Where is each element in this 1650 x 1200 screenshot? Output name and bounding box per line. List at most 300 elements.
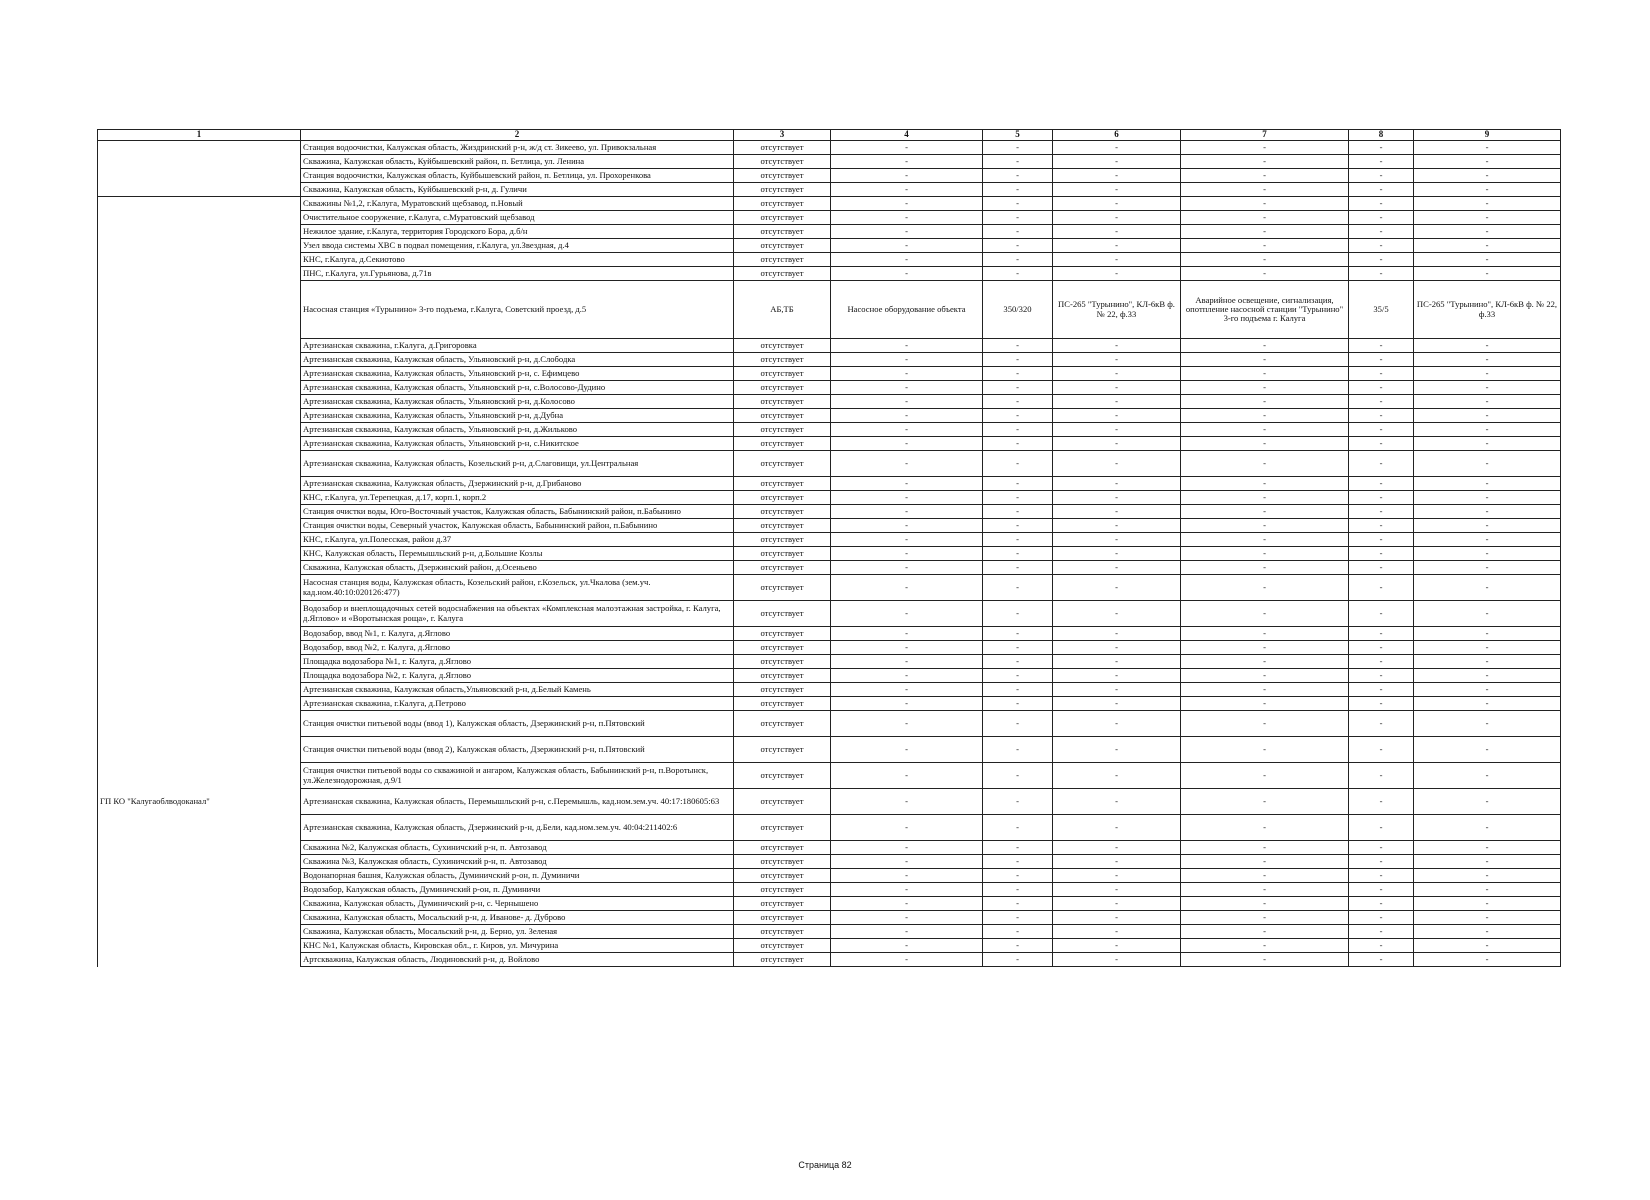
value-cell-col5: - bbox=[983, 641, 1053, 655]
value-cell-col3: отсутствует bbox=[734, 169, 831, 183]
value-cell-col7: - bbox=[1181, 683, 1349, 697]
table-row bbox=[98, 841, 1561, 855]
value-cell-col3: отсутствует bbox=[734, 267, 831, 281]
owner-cell bbox=[98, 575, 301, 601]
value-cell-col5: - bbox=[983, 477, 1053, 491]
value-cell-col3: отсутствует bbox=[734, 381, 831, 395]
value-cell-col3: отсутствует bbox=[734, 655, 831, 669]
value-cell-col5: 350/320 bbox=[983, 281, 1053, 339]
value-cell-col8: - bbox=[1349, 519, 1414, 533]
object-name-cell: Артскважина, Калужская область, Людиновский р-н, д. Войлово bbox=[301, 953, 734, 967]
value-cell-col4: - bbox=[831, 437, 983, 451]
value-cell-col5: - bbox=[983, 409, 1053, 423]
value-cell-col6: - bbox=[1053, 627, 1181, 641]
value-cell-col7: - bbox=[1181, 339, 1349, 353]
value-cell-col4: - bbox=[831, 575, 983, 601]
owner-cell bbox=[98, 197, 301, 211]
value-cell-col4: - bbox=[831, 601, 983, 627]
value-cell-col3: отсутствует bbox=[734, 561, 831, 575]
table-row bbox=[98, 519, 1561, 533]
value-cell-col5: - bbox=[983, 855, 1053, 869]
table-row bbox=[98, 533, 1561, 547]
value-cell-col3: отсутствует bbox=[734, 477, 831, 491]
value-cell-col9: - bbox=[1414, 155, 1561, 169]
value-cell-col9: - bbox=[1414, 267, 1561, 281]
object-name-cell: Скважина, Калужская область, Думиничский р-н, с. Чернышено bbox=[301, 897, 734, 911]
owner-cell bbox=[98, 353, 301, 367]
value-cell-col7: - bbox=[1181, 855, 1349, 869]
value-cell-col9: - bbox=[1414, 451, 1561, 477]
value-cell-col8: - bbox=[1349, 561, 1414, 575]
value-cell-col9: - bbox=[1414, 381, 1561, 395]
value-cell-col6: - bbox=[1053, 575, 1181, 601]
column-header: 8 bbox=[1349, 130, 1414, 141]
table-row bbox=[98, 897, 1561, 911]
value-cell-col5: - bbox=[983, 869, 1053, 883]
value-cell-col6: - bbox=[1053, 169, 1181, 183]
object-name-cell: КНС, г.Калуга, ул.Полесская, район д.37 bbox=[301, 533, 734, 547]
value-cell-col6: - bbox=[1053, 505, 1181, 519]
object-name-cell: Станция водоочистки, Калужская область, Жиздринский р-н, ж/д ст. Зикеево, ул. Привокзальная bbox=[301, 141, 734, 155]
value-cell-col5: - bbox=[983, 561, 1053, 575]
value-cell-col7: - bbox=[1181, 575, 1349, 601]
owner-cell bbox=[98, 169, 301, 183]
object-name-cell: Водозабор и внеплощадочных сетей водоснабжения на объектах «Комплексная малоэтажная застройка, г. Калуга, д.Яглово» и «Воротынская роща», г. Калуга bbox=[301, 601, 734, 627]
object-name-cell: Артезианская скважина, Калужская область, Ульяновский р-н, д.Жильково bbox=[301, 423, 734, 437]
value-cell-col6: - bbox=[1053, 789, 1181, 815]
value-cell-col9: - bbox=[1414, 197, 1561, 211]
table-row bbox=[98, 367, 1561, 381]
value-cell-col9: - bbox=[1414, 869, 1561, 883]
value-cell-col6: - bbox=[1053, 197, 1181, 211]
owner-cell bbox=[98, 939, 301, 953]
value-cell-col6: - bbox=[1053, 533, 1181, 547]
value-cell-col5: - bbox=[983, 367, 1053, 381]
value-cell-col7: - bbox=[1181, 395, 1349, 409]
table-row bbox=[98, 789, 1561, 815]
value-cell-col7: - bbox=[1181, 519, 1349, 533]
table-row bbox=[98, 641, 1561, 655]
value-cell-col6: - bbox=[1053, 697, 1181, 711]
table-row bbox=[98, 183, 1561, 197]
value-cell-col3: отсутствует bbox=[734, 815, 831, 841]
value-cell-col9: - bbox=[1414, 239, 1561, 253]
value-cell-col4: - bbox=[831, 339, 983, 353]
object-name-cell: Артезианская скважина, Калужская область, Дзержинский р-н, д.Бели, кад.ном.зем.уч. 40:04:211402:6 bbox=[301, 815, 734, 841]
object-name-cell: Насосная станция воды, Калужская область, Козельский район, г.Козельск, ул.Чкалова (зем.уч. кад.ном.40:10:020126:477) bbox=[301, 575, 734, 601]
value-cell-col4: - bbox=[831, 627, 983, 641]
object-name-cell: Артезианская скважина, Калужская область, Ульяновский р-н, с.Волосово-Дудино bbox=[301, 381, 734, 395]
value-cell-col5: - bbox=[983, 897, 1053, 911]
value-cell-col4: - bbox=[831, 683, 983, 697]
value-cell-col5: - bbox=[983, 575, 1053, 601]
value-cell-col4: - bbox=[831, 855, 983, 869]
object-name-cell: ПНС, г.Калуга, ул.Гурьянова, д.71в bbox=[301, 267, 734, 281]
value-cell-col8: - bbox=[1349, 533, 1414, 547]
owner-cell bbox=[98, 883, 301, 897]
table-row bbox=[98, 911, 1561, 925]
value-cell-col9: - bbox=[1414, 423, 1561, 437]
value-cell-col5: - bbox=[983, 253, 1053, 267]
value-cell-col9: - bbox=[1414, 505, 1561, 519]
value-cell-col7: - bbox=[1181, 627, 1349, 641]
value-cell-col8: - bbox=[1349, 367, 1414, 381]
value-cell-col9: ПС-265 "Турынино", КЛ-6кВ ф. № 22, ф.33 bbox=[1414, 281, 1561, 339]
value-cell-col5: - bbox=[983, 381, 1053, 395]
value-cell-col3: отсутствует bbox=[734, 911, 831, 925]
value-cell-col9: - bbox=[1414, 225, 1561, 239]
value-cell-col5: - bbox=[983, 239, 1053, 253]
object-name-cell: Станция водоочистки, Калужская область, Куйбышевский район, п. Бетлица, ул. Прохоренкова bbox=[301, 169, 734, 183]
value-cell-col8: - bbox=[1349, 547, 1414, 561]
value-cell-col5: - bbox=[983, 697, 1053, 711]
owner-cell bbox=[98, 855, 301, 869]
table-row bbox=[98, 267, 1561, 281]
value-cell-col5: - bbox=[983, 395, 1053, 409]
object-name-cell: Станция очистки питьевой воды (ввод 1), Калужская область, Дзержинский р-н, п.Пятовский bbox=[301, 711, 734, 737]
object-name-cell: Артезианская скважина, Калужская область,Ульяновский р-н, д.Белый Камень bbox=[301, 683, 734, 697]
value-cell-col7: - bbox=[1181, 239, 1349, 253]
table-row bbox=[98, 211, 1561, 225]
value-cell-col3: отсутствует bbox=[734, 737, 831, 763]
value-cell-col3: отсутствует bbox=[734, 423, 831, 437]
value-cell-col4: - bbox=[831, 897, 983, 911]
value-cell-col4: - bbox=[831, 367, 983, 381]
value-cell-col5: - bbox=[983, 655, 1053, 669]
owner-cell bbox=[98, 737, 301, 763]
value-cell-col9: - bbox=[1414, 939, 1561, 953]
value-cell-col6: - bbox=[1053, 815, 1181, 841]
table-row bbox=[98, 547, 1561, 561]
value-cell-col6: - bbox=[1053, 155, 1181, 169]
value-cell-col5: - bbox=[983, 169, 1053, 183]
value-cell-col6: - bbox=[1053, 737, 1181, 763]
value-cell-col5: - bbox=[983, 533, 1053, 547]
value-cell-col6: - bbox=[1053, 519, 1181, 533]
owner-cell bbox=[98, 547, 301, 561]
value-cell-col3: отсутствует bbox=[734, 925, 831, 939]
value-cell-col6: - bbox=[1053, 353, 1181, 367]
object-name-cell: Узел ввода системы ХВС в подвал помещения, г.Калуга, ул.Звездная, д.4 bbox=[301, 239, 734, 253]
value-cell-col8: - bbox=[1349, 225, 1414, 239]
value-cell-col4: - bbox=[831, 225, 983, 239]
value-cell-col5: - bbox=[983, 601, 1053, 627]
object-name-cell: КНС, г.Калуга, д.Секиотово bbox=[301, 253, 734, 267]
table-row bbox=[98, 197, 1561, 211]
value-cell-col7: - bbox=[1181, 897, 1349, 911]
value-cell-col8: - bbox=[1349, 353, 1414, 367]
owner-cell bbox=[98, 911, 301, 925]
value-cell-col5: - bbox=[983, 547, 1053, 561]
value-cell-col6: - bbox=[1053, 925, 1181, 939]
value-cell-col8: - bbox=[1349, 883, 1414, 897]
table-row bbox=[98, 627, 1561, 641]
value-cell-col8: - bbox=[1349, 395, 1414, 409]
owner-cell bbox=[98, 491, 301, 505]
owner-cell bbox=[98, 953, 301, 967]
value-cell-col5: - bbox=[983, 953, 1053, 967]
value-cell-col3: отсутствует bbox=[734, 939, 831, 953]
table-row bbox=[98, 655, 1561, 669]
value-cell-col4: - bbox=[831, 841, 983, 855]
value-cell-col5: - bbox=[983, 225, 1053, 239]
owner-cell bbox=[98, 367, 301, 381]
value-cell-col7: - bbox=[1181, 505, 1349, 519]
table-row bbox=[98, 669, 1561, 683]
value-cell-col7: - bbox=[1181, 183, 1349, 197]
value-cell-col7: - bbox=[1181, 409, 1349, 423]
column-header: 6 bbox=[1053, 130, 1181, 141]
table-row bbox=[98, 855, 1561, 869]
table-row bbox=[98, 561, 1561, 575]
value-cell-col9: - bbox=[1414, 519, 1561, 533]
value-cell-col4: - bbox=[831, 267, 983, 281]
owner-cell bbox=[98, 267, 301, 281]
value-cell-col7: - bbox=[1181, 641, 1349, 655]
table-row bbox=[98, 339, 1561, 353]
value-cell-col3: отсутствует bbox=[734, 789, 831, 815]
object-name-cell: Скважина №3, Калужская область, Сухиничский р-н, п. Автозавод bbox=[301, 855, 734, 869]
value-cell-col6: - bbox=[1053, 841, 1181, 855]
value-cell-col6: - bbox=[1053, 953, 1181, 967]
value-cell-col7: - bbox=[1181, 655, 1349, 669]
value-cell-col4: - bbox=[831, 641, 983, 655]
value-cell-col4: - bbox=[831, 451, 983, 477]
object-name-cell: Водонапорная башня, Калужская область, Думиничский р-он, п. Думиничи bbox=[301, 869, 734, 883]
object-name-cell: Артезианская скважина, Калужская область, Козельский р-н, д.Слаговищи, ул.Центральная bbox=[301, 451, 734, 477]
value-cell-col9: - bbox=[1414, 789, 1561, 815]
table-row bbox=[98, 953, 1561, 967]
value-cell-col6: - bbox=[1053, 897, 1181, 911]
value-cell-col8: - bbox=[1349, 655, 1414, 669]
table-row bbox=[98, 683, 1561, 697]
value-cell-col3: отсутствует bbox=[734, 155, 831, 169]
value-cell-col8: - bbox=[1349, 897, 1414, 911]
value-cell-col8: - bbox=[1349, 381, 1414, 395]
object-name-cell: Скважина, Калужская область, Куйбышевский район, п. Бетлица, ул. Ленина bbox=[301, 155, 734, 169]
value-cell-col7: - bbox=[1181, 367, 1349, 381]
value-cell-col9: - bbox=[1414, 711, 1561, 737]
table-row bbox=[98, 155, 1561, 169]
owner-cell bbox=[98, 409, 301, 423]
value-cell-col9: - bbox=[1414, 353, 1561, 367]
object-name-cell: Скважина, Калужская область, Мосальский р-н, д. Иванове- д. Дуброво bbox=[301, 911, 734, 925]
value-cell-col6: - bbox=[1053, 339, 1181, 353]
value-cell-col8: - bbox=[1349, 711, 1414, 737]
value-cell-col8: - bbox=[1349, 197, 1414, 211]
value-cell-col8: - bbox=[1349, 855, 1414, 869]
value-cell-col4: - bbox=[831, 925, 983, 939]
owner-cell bbox=[98, 711, 301, 737]
header-row bbox=[98, 130, 1561, 141]
value-cell-col7: - bbox=[1181, 789, 1349, 815]
value-cell-col8: - bbox=[1349, 697, 1414, 711]
value-cell-col5: - bbox=[983, 197, 1053, 211]
column-header: 3 bbox=[734, 130, 831, 141]
value-cell-col7: - bbox=[1181, 353, 1349, 367]
value-cell-col8: - bbox=[1349, 815, 1414, 841]
value-cell-col7: - bbox=[1181, 267, 1349, 281]
value-cell-col6: - bbox=[1053, 547, 1181, 561]
value-cell-col3: отсутствует bbox=[734, 339, 831, 353]
value-cell-col4: - bbox=[831, 477, 983, 491]
value-cell-col6: - bbox=[1053, 911, 1181, 925]
value-cell-col4: - bbox=[831, 561, 983, 575]
value-cell-col5: - bbox=[983, 815, 1053, 841]
value-cell-col6: - bbox=[1053, 423, 1181, 437]
value-cell-col6: - bbox=[1053, 267, 1181, 281]
value-cell-col5: - bbox=[983, 883, 1053, 897]
value-cell-col4: - bbox=[831, 505, 983, 519]
value-cell-col5: - bbox=[983, 683, 1053, 697]
table-row bbox=[98, 451, 1561, 477]
value-cell-col5: - bbox=[983, 451, 1053, 477]
value-cell-col3: отсутствует bbox=[734, 409, 831, 423]
value-cell-col5: - bbox=[983, 211, 1053, 225]
value-cell-col6: - bbox=[1053, 409, 1181, 423]
column-header: 5 bbox=[983, 130, 1053, 141]
value-cell-col4: - bbox=[831, 353, 983, 367]
value-cell-col3: отсутствует bbox=[734, 711, 831, 737]
value-cell-col3: АБ,ТБ bbox=[734, 281, 831, 339]
value-cell-col3: отсутствует bbox=[734, 697, 831, 711]
value-cell-col4: - bbox=[831, 155, 983, 169]
value-cell-col7: - bbox=[1181, 197, 1349, 211]
table-row bbox=[98, 505, 1561, 519]
value-cell-col4: - bbox=[831, 711, 983, 737]
value-cell-col7: - bbox=[1181, 491, 1349, 505]
value-cell-col7: - bbox=[1181, 141, 1349, 155]
value-cell-col5: - bbox=[983, 437, 1053, 451]
value-cell-col3: отсутствует bbox=[734, 239, 831, 253]
value-cell-col9: - bbox=[1414, 253, 1561, 267]
value-cell-col7: - bbox=[1181, 451, 1349, 477]
value-cell-col8: - bbox=[1349, 211, 1414, 225]
value-cell-col7: - bbox=[1181, 737, 1349, 763]
value-cell-col4: - bbox=[831, 239, 983, 253]
object-name-cell: Артезианская скважина, Калужская область, Ульяновский р-н, д.Слободка bbox=[301, 353, 734, 367]
value-cell-col4: - bbox=[831, 939, 983, 953]
owner-cell bbox=[98, 395, 301, 409]
table-row bbox=[98, 491, 1561, 505]
value-cell-col4: - bbox=[831, 737, 983, 763]
value-cell-col9: - bbox=[1414, 641, 1561, 655]
value-cell-col3: отсутствует bbox=[734, 883, 831, 897]
value-cell-col4: - bbox=[831, 869, 983, 883]
value-cell-col6: - bbox=[1053, 561, 1181, 575]
owner-cell bbox=[98, 423, 301, 437]
object-name-cell: Артезианская скважина, г.Калуга, д.Петрово bbox=[301, 697, 734, 711]
value-cell-col4: - bbox=[831, 381, 983, 395]
value-cell-col6: - bbox=[1053, 141, 1181, 155]
value-cell-col8: - bbox=[1349, 409, 1414, 423]
object-name-cell: Станция очистки питьевой воды со скважиной и ангаром, Калужская область, Бабынинский р-н, п.Воротынск, ул.Железнодорожная, д.9/1 bbox=[301, 763, 734, 789]
owner-cell bbox=[98, 477, 301, 491]
value-cell-col9: - bbox=[1414, 437, 1561, 451]
value-cell-col7: - bbox=[1181, 225, 1349, 239]
owner-cell bbox=[98, 253, 301, 267]
table-row bbox=[98, 225, 1561, 239]
value-cell-col5: - bbox=[983, 155, 1053, 169]
value-cell-col4: - bbox=[831, 533, 983, 547]
owner-cell bbox=[98, 697, 301, 711]
value-cell-col3: отсутствует bbox=[734, 451, 831, 477]
value-cell-col7: - bbox=[1181, 155, 1349, 169]
value-cell-col8: - bbox=[1349, 437, 1414, 451]
value-cell-col7: - bbox=[1181, 697, 1349, 711]
value-cell-col8: - bbox=[1349, 939, 1414, 953]
owner-cell bbox=[98, 519, 301, 533]
value-cell-col8: - bbox=[1349, 925, 1414, 939]
value-cell-col7: - bbox=[1181, 381, 1349, 395]
value-cell-col4: - bbox=[831, 883, 983, 897]
value-cell-col4: - bbox=[831, 911, 983, 925]
value-cell-col9: - bbox=[1414, 575, 1561, 601]
value-cell-col8: - bbox=[1349, 641, 1414, 655]
value-cell-col8: - bbox=[1349, 953, 1414, 967]
value-cell-col6: - bbox=[1053, 381, 1181, 395]
value-cell-col3: отсутствует bbox=[734, 669, 831, 683]
value-cell-col8: - bbox=[1349, 575, 1414, 601]
owner-cell bbox=[98, 763, 301, 789]
value-cell-col8: - bbox=[1349, 339, 1414, 353]
value-cell-col8: - bbox=[1349, 505, 1414, 519]
value-cell-col6: - bbox=[1053, 253, 1181, 267]
table-row bbox=[98, 437, 1561, 451]
value-cell-col6: - bbox=[1053, 395, 1181, 409]
value-cell-col5: - bbox=[983, 789, 1053, 815]
value-cell-col3: отсутствует bbox=[734, 505, 831, 519]
value-cell-col4: Насосное оборудование объекта bbox=[831, 281, 983, 339]
table-row bbox=[98, 281, 1561, 339]
table-row bbox=[98, 169, 1561, 183]
value-cell-col8: - bbox=[1349, 423, 1414, 437]
value-cell-col6: - bbox=[1053, 239, 1181, 253]
value-cell-col8: - bbox=[1349, 155, 1414, 169]
value-cell-col7: - bbox=[1181, 169, 1349, 183]
object-name-cell: КНС №1, Калужская область, Кировская обл., г. Киров, ул. Мичурина bbox=[301, 939, 734, 953]
owner-cell bbox=[98, 683, 301, 697]
object-name-cell: Артезианская скважина, Калужская область, Перемышльский р-н, с.Перемышль, кад.ном.зем.уч. 40:17:180605:63 bbox=[301, 789, 734, 815]
owner-cell bbox=[98, 381, 301, 395]
object-name-cell: Площадка водозабора №1, г. Калуга, д.Яглово bbox=[301, 655, 734, 669]
value-cell-col9: - bbox=[1414, 477, 1561, 491]
value-cell-col5: - bbox=[983, 353, 1053, 367]
owner-cell bbox=[98, 815, 301, 841]
value-cell-col7: - bbox=[1181, 939, 1349, 953]
object-name-cell: КНС, Калужская область, Перемышльский р-н, д.Большие Козлы bbox=[301, 547, 734, 561]
value-cell-col6: - bbox=[1053, 183, 1181, 197]
value-cell-col7: Аварийное освещение, сигнализация, опотпление насосной станции "Турынино" 3-го подъема г. Калуга bbox=[1181, 281, 1349, 339]
value-cell-col8: - bbox=[1349, 183, 1414, 197]
value-cell-col9: - bbox=[1414, 697, 1561, 711]
owner-cell bbox=[98, 925, 301, 939]
value-cell-col5: - bbox=[983, 711, 1053, 737]
value-cell-col8: - bbox=[1349, 253, 1414, 267]
value-cell-col9: - bbox=[1414, 211, 1561, 225]
value-cell-col4: - bbox=[831, 141, 983, 155]
value-cell-col4: - bbox=[831, 519, 983, 533]
value-cell-col9: - bbox=[1414, 883, 1561, 897]
object-name-cell: Станция очистки питьевой воды (ввод 2), Калужская область, Дзержинский р-н, п.Пятовский bbox=[301, 737, 734, 763]
value-cell-col9: - bbox=[1414, 491, 1561, 505]
value-cell-col8: - bbox=[1349, 169, 1414, 183]
value-cell-col9: - bbox=[1414, 183, 1561, 197]
value-cell-col3: отсутствует bbox=[734, 141, 831, 155]
owner-cell bbox=[98, 897, 301, 911]
column-header: 2 bbox=[301, 130, 734, 141]
table-row bbox=[98, 763, 1561, 789]
